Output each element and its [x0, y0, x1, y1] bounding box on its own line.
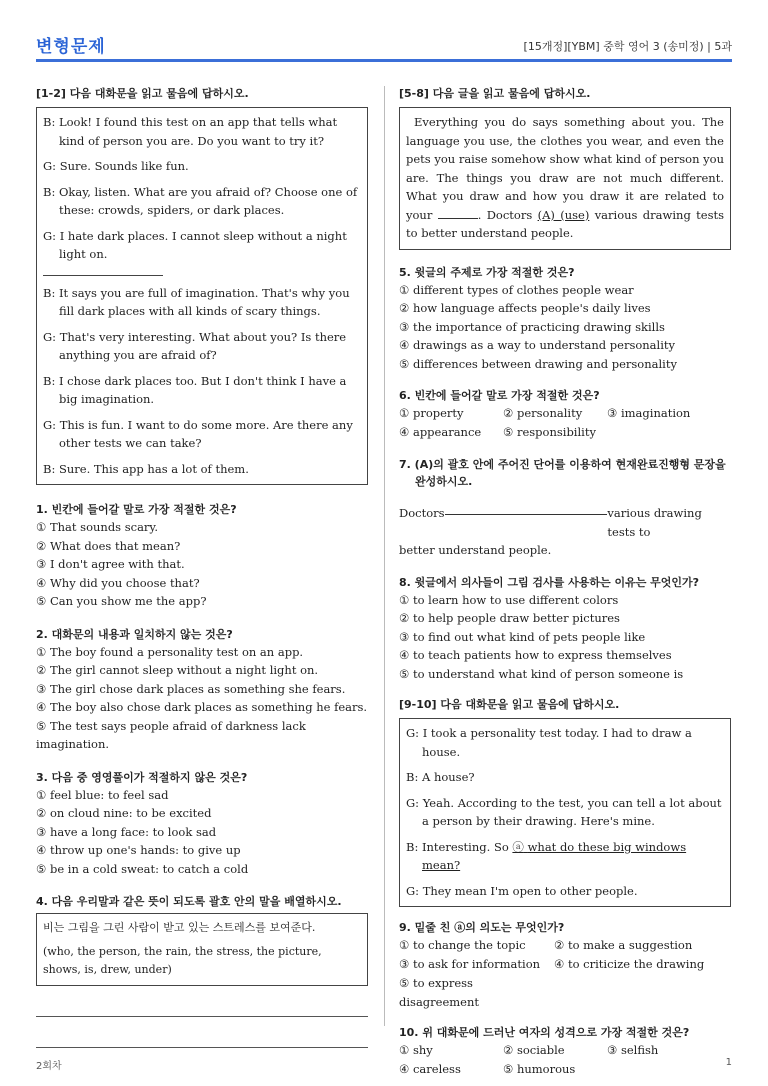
option[interactable]: ③ to ask for information [399, 957, 541, 971]
dialog-line: G: I took a personality test today. I had to draw a house. [406, 726, 692, 759]
page-number: 1 [725, 1057, 732, 1068]
option[interactable]: ② What does that mean? [36, 538, 181, 553]
column-divider [384, 86, 385, 1026]
question-8-title: 8. 윗글에서 의사들이 그림 검사를 사용하는 이유는 무엇인가? [399, 575, 700, 589]
option[interactable]: ⑤ responsibility [503, 425, 596, 439]
section-5-8-heading: [5-8] 다음 글을 읽고 물음에 답하시오. [399, 87, 591, 100]
passage-text: Everything you do says something about you. The language you use, the clothes you wear, and even the pets you raise somehow show what kind of person you are. The things you draw are not much different. What you draw and how you draw it are related to your [406, 115, 724, 222]
dialog-line: G: That's very interesting. What about you? Is there anything you are afraid of? [43, 329, 347, 362]
question-9-title: 9. 밑줄 친 ⓐ의 의도는 무엇인가? [399, 921, 565, 934]
question-5-title: 5. 윗글의 주제로 가장 적절한 것은? [399, 265, 575, 279]
option[interactable]: ⑤ The test says people afraid of darkness lack imagination. [36, 718, 306, 751]
option[interactable]: ④ careless [399, 1062, 461, 1076]
word-list: (who, the person, the rain, the stress, the picture, shows, is, drew, under) [43, 945, 322, 976]
worksheet-title: 변형문제 [36, 37, 106, 57]
sentence-end: various drawing tests to [607, 506, 702, 539]
question-10 [399, 1024, 731, 1079]
dialog-line: G: This is fun. I want to do some more. Are there any other tests we can take? [43, 417, 353, 450]
question-10-title: 10. 위 대화문에 드러난 여자의 성격으로 가장 적절한 것은? [399, 1026, 690, 1039]
header-rule [36, 59, 732, 62]
option[interactable]: ③ have a long face: to look sad [36, 824, 217, 839]
question-6-title: 6. 빈칸에 들어갈 말로 가장 적절한 것은? [399, 389, 600, 402]
marker-a: ⓐ [512, 839, 524, 854]
option[interactable]: ⑤ to express disagreement [399, 976, 480, 1009]
question-1-title: 1. 빈칸에 들어갈 말로 가장 적절한 것은? [36, 503, 237, 516]
option[interactable]: ④ The boy also chose dark places as something he fears. [36, 700, 368, 714]
question-4-title: 4. 다음 우리말과 같은 뜻이 되도록 괄호 안의 말을 배열하시오. [36, 895, 342, 908]
option[interactable]: ③ The girl chose dark places as something she fears. [36, 681, 346, 696]
option[interactable]: ① That sounds scary. [36, 520, 159, 534]
worksheet-info: [15개정][YBM] 중학 영어 3 (송미정) | 5과 [523, 40, 732, 53]
option[interactable]: ③ selfish [607, 1043, 659, 1057]
question-7-sentence [399, 504, 731, 541]
option[interactable]: ④ appearance [399, 425, 482, 439]
dialog-line: B: A house? [406, 770, 475, 784]
option[interactable]: ① to change the topic [399, 938, 526, 952]
options-grid [399, 1041, 731, 1079]
option[interactable]: ⑤ to understand what kind of person someone is [399, 666, 684, 681]
answer-line[interactable] [36, 1016, 368, 1017]
option[interactable]: ⑤ differences between drawing and personality [399, 356, 677, 371]
question-9 [399, 919, 731, 1012]
underlined-text: what do these big windows mean? [422, 839, 687, 872]
dialog-line [406, 838, 724, 875]
question-3-title: 3. 다음 중 영영풀이가 적절하지 않은 것은? [36, 770, 248, 784]
dialog-line: B: Look! I found this test on an app that tells what kind of person you are. Do you want to try it? [43, 115, 338, 148]
option[interactable]: ② to make a suggestion [554, 938, 693, 952]
options-grid [399, 404, 731, 442]
option[interactable]: ① shy [399, 1043, 433, 1057]
sentence-line-2: better understand people. [399, 543, 552, 557]
question-5 [399, 264, 731, 374]
option[interactable]: ④ to criticize the drawing [554, 957, 705, 971]
option[interactable]: ② personality [503, 406, 583, 420]
dialog-line: B: It says you are full of imagination. That's why you fill dark places with all kinds of scary things. [43, 285, 350, 318]
option[interactable]: ③ I don't agree with that. [36, 557, 185, 571]
option[interactable]: ③ to find out what kind of pets people like [399, 629, 646, 644]
reading-passage [399, 107, 731, 250]
option[interactable]: ① different types of clothes people wear [399, 282, 634, 297]
option[interactable]: ④ drawings as a way to understand personality [399, 338, 676, 352]
dialog-line: G: I hate dark places. I cannot sleep without a night light on. [43, 228, 347, 261]
option[interactable]: ② sociable [503, 1043, 565, 1057]
dialog-box-2 [399, 718, 731, 907]
option[interactable]: ① The boy found a personality test on an app. [36, 644, 304, 659]
option[interactable]: ② how language affects people's daily lives [399, 301, 651, 315]
dialog-line: B: Sure. This app has a lot of them. [43, 461, 249, 476]
question-2-title: 2. 대화문의 내용과 일치하지 않는 것은? [36, 627, 233, 641]
passage-marker-a: (A) (use) [537, 207, 590, 222]
dialog-blank [43, 264, 163, 276]
answer-blank[interactable] [445, 504, 608, 515]
option[interactable]: ⑤ be in a cold sweat: to catch a cold [36, 861, 249, 876]
passage-text: various drawing tests to better understand people. [406, 207, 725, 240]
right-column [399, 86, 731, 1079]
option[interactable]: ① property [399, 406, 464, 420]
answer-line[interactable] [36, 1047, 368, 1048]
section-9-10 [399, 697, 731, 907]
option[interactable]: ④ to teach patients how to express themselves [399, 648, 672, 662]
dialog-line: B: I chose dark places too. But I don't think I have a big imagination. [43, 373, 347, 406]
option[interactable]: ① to learn how to use different colors [399, 592, 619, 607]
dialog-box-1 [36, 107, 368, 485]
section-9-10-heading: [9-10] 다음 대화문을 읽고 물음에 답하시오. [399, 698, 620, 711]
passage-blank [438, 208, 478, 219]
section-1-2-heading: [1-2] 다음 대화문을 읽고 물음에 답하시오. [36, 87, 249, 100]
option[interactable]: ④ Why did you choose that? [36, 575, 200, 590]
question-3 [36, 769, 368, 879]
question-7-title [399, 456, 731, 490]
passage-text: . Doctors [477, 207, 533, 222]
dialog-line: G: They mean I'm open to other people. [406, 883, 638, 898]
option[interactable]: ⑤ Can you show me the app? [36, 594, 207, 608]
footer-round: 2회차 [36, 1061, 62, 1072]
question-2 [36, 626, 368, 754]
question-8 [399, 574, 731, 684]
option[interactable]: ③ the importance of practicing drawing skills [399, 319, 665, 334]
question-7-title-line: 7. (A)의 괄호 안에 주어진 단어를 이용하여 현재완료진행형 문장을 [399, 458, 726, 471]
sentence-start: Doctors [399, 506, 445, 520]
option[interactable]: ④ throw up one's hands: to give up [36, 843, 241, 857]
question-7-title-line: 완성하시오. [415, 475, 473, 488]
option[interactable]: ① feel blue: to feel sad [36, 787, 169, 802]
question-4-box [36, 913, 368, 986]
option[interactable]: ② to help people draw better pictures [399, 611, 620, 625]
dialog-line: B: Okay, listen. What are you afraid of? Choose one of these: crowds, spiders, or dark places. [43, 184, 358, 217]
korean-sentence: 비는 그림을 그린 사람이 받고 있는 스트레스를 보여준다. [43, 921, 316, 934]
question-7 [399, 456, 731, 560]
dialog-text: B: Interesting. So [406, 839, 509, 854]
option[interactable]: ② The girl cannot sleep without a night light on. [36, 663, 319, 677]
question-1 [36, 501, 368, 611]
option[interactable]: ③ imagination [607, 406, 691, 420]
options-grid [399, 936, 731, 1012]
question-6 [399, 387, 731, 442]
left-column [36, 86, 368, 1048]
option[interactable]: ⑤ humorous [503, 1062, 576, 1076]
dialog-line: G: Sure. Sounds like fun. [43, 159, 189, 173]
option[interactable]: ② on cloud nine: to be excited [36, 806, 212, 820]
question-4 [36, 893, 368, 1048]
dialog-line: G: Yeah. According to the test, you can tell a lot about a person by their drawing. Here's mine. [406, 795, 722, 828]
